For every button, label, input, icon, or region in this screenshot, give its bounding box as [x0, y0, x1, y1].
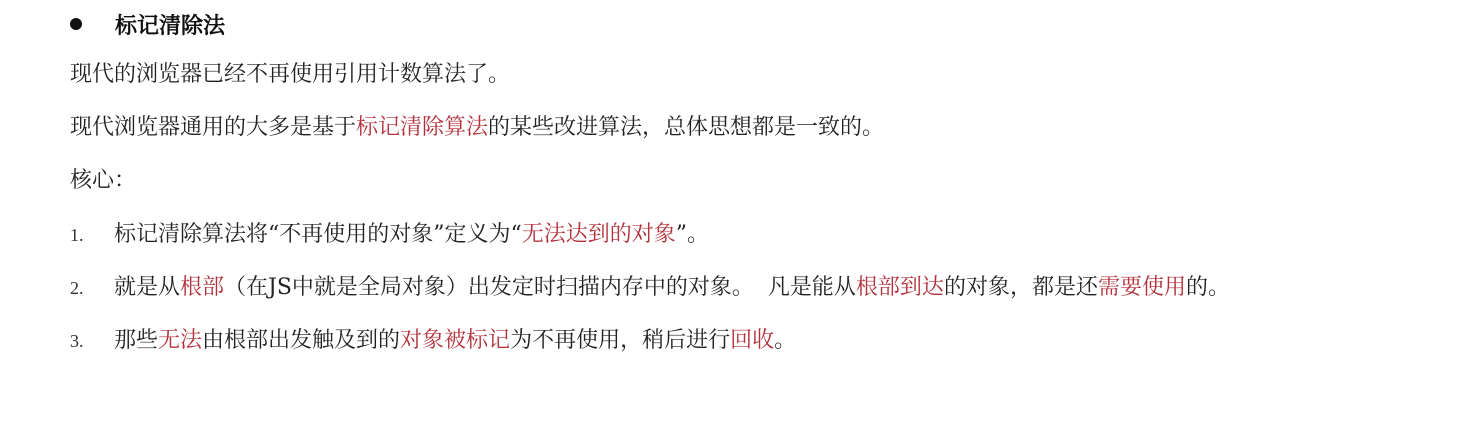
section-heading: [70, 4, 225, 44]
list-item-2-highlight-reach: 根部到达: [855, 275, 944, 300]
list-item-3-text-c: 由根部出发触及到的: [202, 328, 401, 353]
list-item-2: [70, 270, 1230, 306]
paragraph-2-text-c: 的某些改进算法，总体思想都是一致的。: [488, 115, 885, 140]
list-item-3-text-e: 为不再使用，稍后进行: [510, 328, 731, 353]
list-item-3-text: [114, 323, 796, 359]
list-item-1: [70, 217, 709, 253]
list-item-3-text-a: 那些: [114, 328, 159, 353]
paragraph-3: 核心：: [70, 168, 137, 193]
list-item-2-highlight-need: 需要使用: [1097, 275, 1186, 300]
list-item-3-highlight-marked: 对象被标记: [400, 328, 511, 353]
list-item-1-text: [114, 217, 709, 253]
list-item-2-highlight-root: 根部: [180, 275, 225, 300]
list-item-1-highlight: 无法达到的对象: [521, 222, 676, 247]
bullet-icon: [70, 18, 82, 30]
list-item-1-text-a: 标记清除算法将“不再使用的对象”定义为“: [114, 222, 522, 247]
heading-title: 标记清除法: [115, 13, 226, 39]
paragraph-2-highlight: 标记清除算法: [356, 115, 489, 140]
list-number-2: 2.: [70, 278, 84, 298]
list-item-1-text-c: ”。: [675, 222, 710, 247]
list-item-3-highlight-unable: 无法: [158, 328, 203, 353]
list-item-3-text-g: 。: [774, 328, 797, 353]
list-number-3: 3.: [70, 331, 84, 351]
list-item-2-text-a: 就是从: [114, 275, 181, 300]
list-item-2-text-g: 的。: [1185, 275, 1230, 300]
list-item-2-text-c: （在JS中就是全局对象）出发定时扫描内存中的对象。 凡是能从: [224, 275, 856, 300]
paragraph-2: [70, 110, 884, 146]
list-item-3: [70, 323, 796, 359]
paragraph-2-text-a: 现代浏览器通用的大多是基于: [70, 115, 357, 140]
list-item-2-text-e: 的对象，都是还: [943, 275, 1098, 300]
list-item-3-highlight-reclaim: 回收: [730, 328, 775, 353]
paragraph-1: 现代的浏览器已经不再使用引用计数算法了。: [70, 62, 511, 87]
list-number-1: 1.: [70, 225, 84, 245]
list-item-2-text: [114, 270, 1230, 306]
